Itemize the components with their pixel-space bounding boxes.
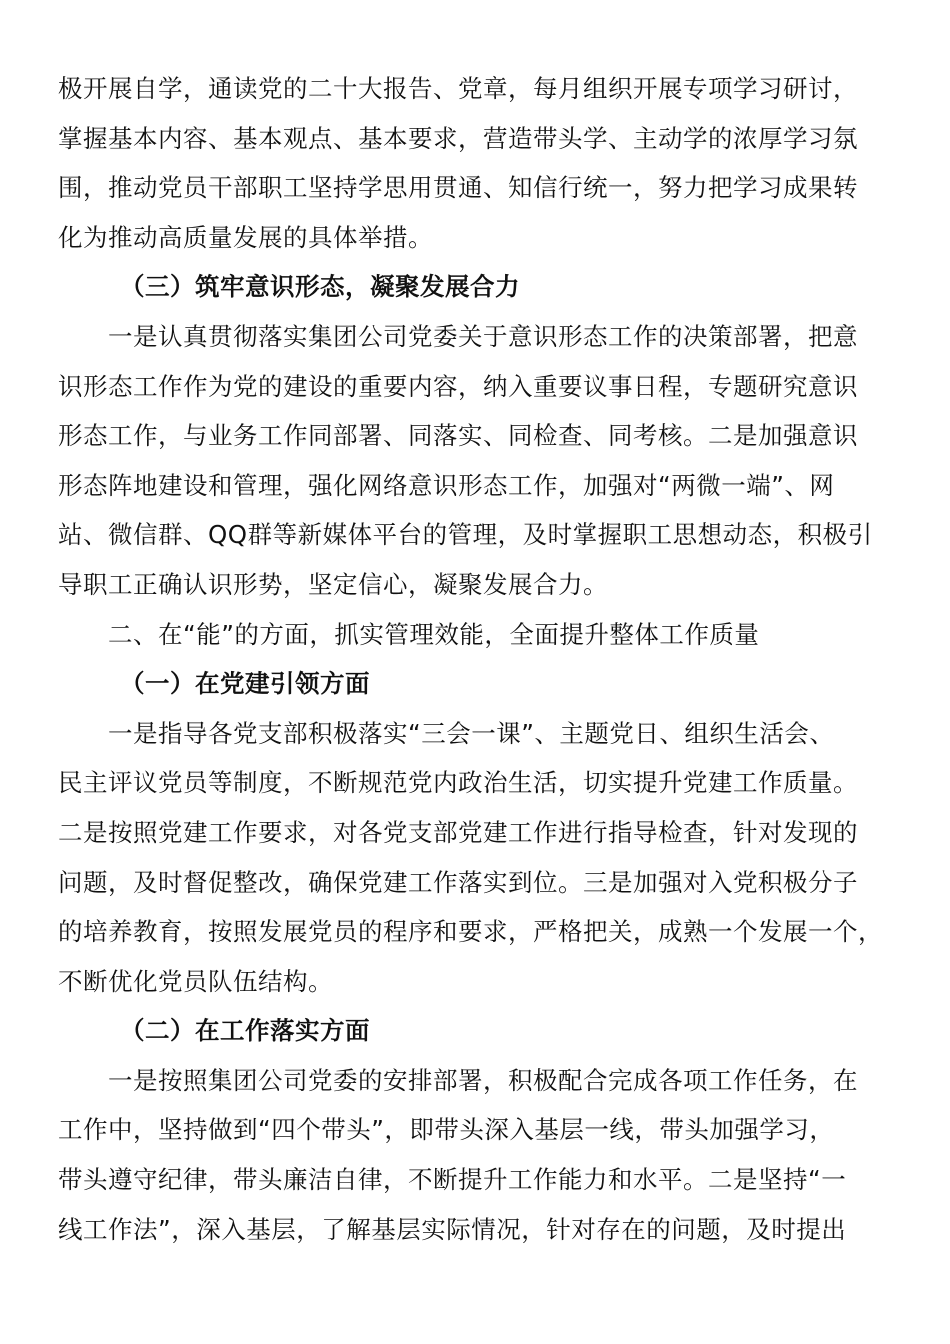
body-line: 形态工作，与业务工作同部署、同落实、同检查、同考核。二是加强意识 — [58, 421, 858, 451]
body-line: 民主评议党员等制度，不断规范党内政治生活，切实提升党建工作质量。 — [58, 768, 858, 798]
body-line: 站、微信群、QQ群等新媒体平台的管理，及时掌握职工思想动态，积极引 — [58, 520, 873, 550]
subheading-3: （三）筑牢意识形态，凝聚发展合力 — [120, 272, 520, 302]
body-line: 二是按照党建工作要求，对各党支部党建工作进行指导检查，针对发现的 — [58, 817, 858, 847]
body-line: 化为推动高质量发展的具体举措。 — [58, 222, 433, 252]
paragraph-start-line: 一是指导各党支部积极落实“三会一课”、主题党日、组织生活会、 — [108, 718, 835, 748]
body-line: 围，推动党员干部职工坚持学思用贯通、知信行统一，努力把学习成果转 — [58, 173, 858, 203]
document-page — [58, 64, 893, 1254]
body-line: 的培养教育，按照发展党员的程序和要求，严格把关，成熟一个发展一个， — [58, 917, 883, 947]
body-line: 问题，及时督促整改，确保党建工作落实到位。三是加强对入党积极分子 — [58, 867, 858, 897]
paragraph-start-line: 一是认真贯彻落实集团公司党委关于意识形态工作的决策部署，把意 — [108, 321, 858, 351]
subheading-1: （一）在党建引领方面 — [120, 669, 370, 699]
body-line: 带头遵守纪律，带头廉洁自律，不断提升工作能力和水平。二是坚持“一 — [58, 1165, 847, 1195]
body-line: 极开展自学，通读党的二十大报告、党章，每月组织开展专项学习研讨， — [58, 74, 858, 103]
body-line: 掌握基本内容、基本观点、基本要求，营造带头学、主动学的浓厚学习氛 — [58, 123, 858, 153]
section-heading-2: 二、在“能”的方面，抓实管理效能，全面提升整体工作质量 — [108, 619, 760, 649]
body-line: 线工作法”，深入基层，了解基层实际情况，针对存在的问题，及时提出 — [58, 1214, 847, 1244]
subheading-2: （二）在工作落实方面 — [120, 1016, 370, 1046]
body-line: 工作中，坚持做到“四个带头”，即带头深入基层一线，带头加强学习， — [58, 1115, 835, 1145]
body-line: 识形态工作作为党的建设的重要内容，纳入重要议事日程，专题研究意识 — [58, 371, 858, 401]
body-line: 形态阵地建设和管理，强化网络意识形态工作，加强对“两微一端”、网 — [58, 470, 835, 500]
body-line: 不断优化党员队伍结构。 — [58, 966, 333, 996]
paragraph-start-line: 一是按照集团公司党委的安排部署，积极配合完成各项工作任务，在 — [108, 1065, 858, 1095]
body-line: 导职工正确认识形势，坚定信心，凝聚发展合力。 — [58, 569, 608, 599]
